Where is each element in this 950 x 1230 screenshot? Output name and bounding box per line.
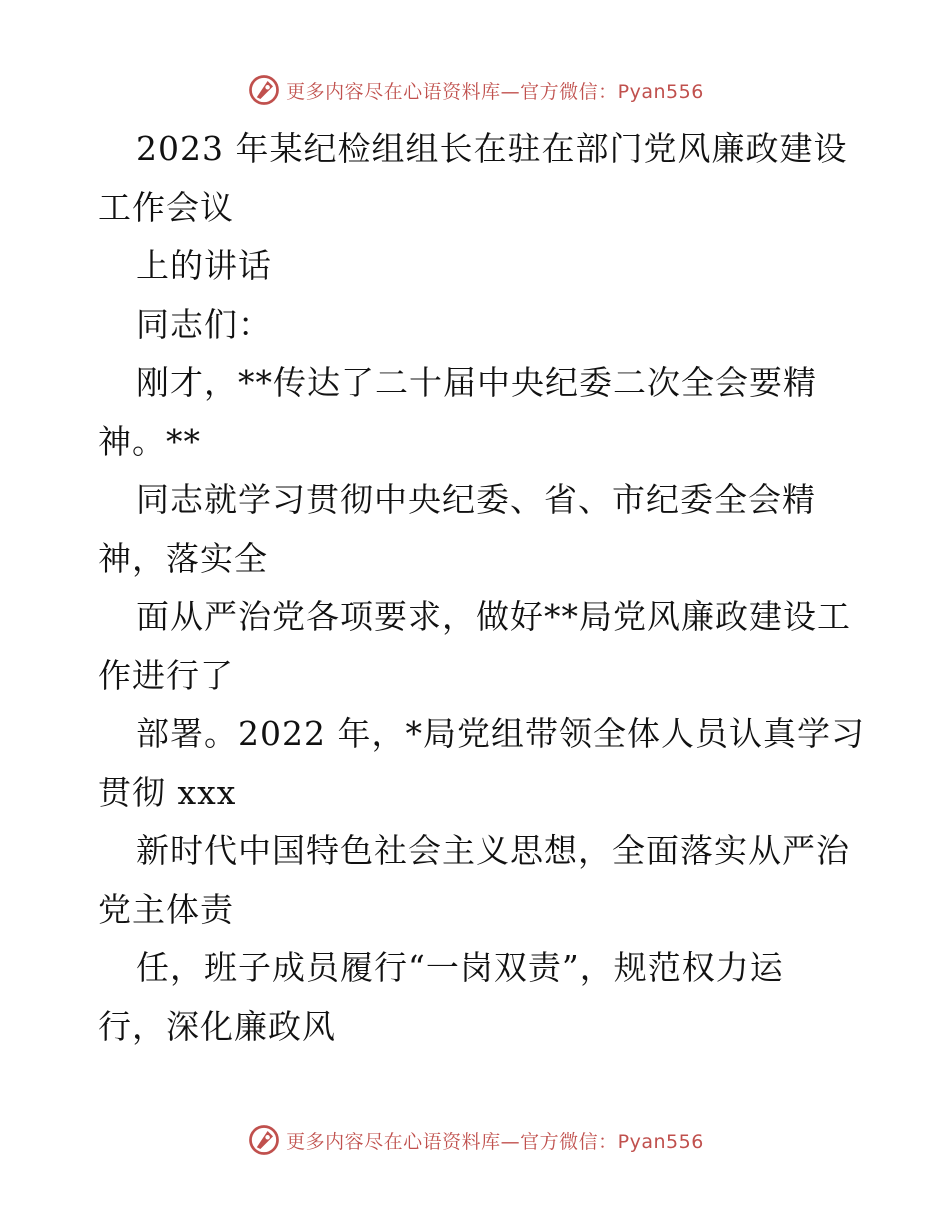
body-line: 行，深化廉政风 bbox=[98, 1006, 336, 1046]
body-line: 任，班子成员履行“一岗双责”，规范权力运 bbox=[136, 948, 784, 987]
pen-nib-logo-icon bbox=[246, 1122, 282, 1158]
body-line: 刚才，**传达了二十届中央纪委二次全会要精 bbox=[136, 363, 817, 402]
document-body bbox=[98, 120, 865, 1056]
body-line: 神。** bbox=[98, 421, 201, 461]
body-line: 部署。2022 年，*局党组带领全体人员认真学习 bbox=[136, 714, 865, 753]
watermark-header bbox=[0, 70, 950, 110]
body-line: 贯彻 xxx bbox=[98, 772, 237, 812]
watermark-footer bbox=[0, 1120, 950, 1160]
body-line: 党主体责 bbox=[98, 889, 234, 929]
title-line-2: 工作会议 bbox=[98, 187, 234, 227]
body-line: 神，落实全 bbox=[98, 538, 268, 578]
title-line-1: 2023 年某纪检组组长在驻在部门党风廉政建设 bbox=[136, 129, 848, 168]
title-line-3: 上的讲话 bbox=[136, 246, 272, 285]
salutation: 同志们： bbox=[136, 304, 272, 344]
body-line: 新时代中国特色社会主义思想，全面落实从严治 bbox=[136, 831, 850, 870]
body-line: 作进行了 bbox=[98, 655, 234, 695]
pen-nib-logo-icon bbox=[246, 72, 282, 108]
body-line: 面从严治党各项要求，做好**局党风廉政建设工 bbox=[136, 597, 851, 636]
watermark-text: 更多内容尽在心语资料库—官方微信：Pyan556 bbox=[286, 80, 704, 103]
watermark-text: 更多内容尽在心语资料库—官方微信：Pyan556 bbox=[286, 1130, 704, 1153]
body-line: 同志就学习贯彻中央纪委、省、市纪委全会精 bbox=[136, 480, 816, 519]
